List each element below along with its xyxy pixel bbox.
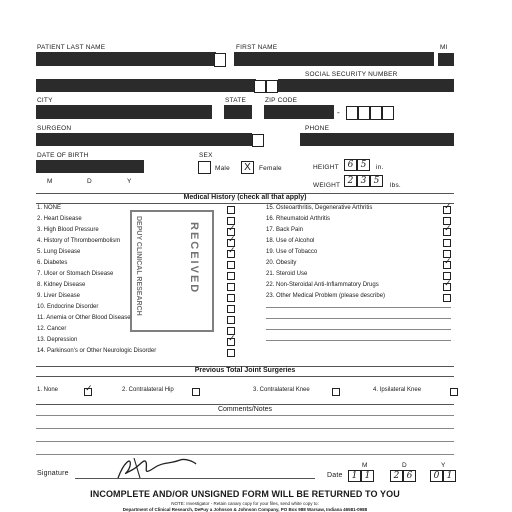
left-item-label: 2. Heart Disease [37, 216, 82, 222]
weight-digit-1[interactable]: 2 [344, 175, 357, 187]
first-name-field[interactable] [234, 52, 434, 66]
female-checkbox[interactable]: X [241, 161, 254, 174]
left-item-label: 12. Cancer [37, 326, 67, 332]
signature-scribble [110, 452, 200, 482]
height-label: HEIGHT [313, 164, 339, 171]
right-item-label: 16. Rheumatoid Arthritis [266, 216, 331, 222]
other-line-4 [266, 340, 451, 341]
address-box-2 [266, 80, 278, 93]
left-item-checkbox[interactable] [227, 349, 235, 357]
stamp-text-2: RECEIVED [188, 222, 200, 295]
state-field[interactable] [224, 105, 252, 119]
dob-d-label: D [87, 178, 92, 185]
dob-field[interactable] [36, 160, 144, 173]
female-label: Female [259, 165, 282, 172]
right-item-label: 22. Non-Steroidal Anti-Inflammatory Drugs [266, 282, 379, 288]
surgery-item-checkbox[interactable] [192, 388, 200, 396]
date-digit-6[interactable]: 1 [443, 470, 456, 482]
right-item-label: 20. Obesity [266, 260, 297, 266]
left-item-label: 8. Kidney Disease [37, 282, 86, 288]
comments-line-2[interactable] [36, 428, 454, 429]
patient-last-name-label: PATIENT LAST NAME [37, 44, 106, 51]
surgery-item-label: 4. Ipsilateral Knee [373, 387, 422, 393]
date-d-label: D [402, 462, 407, 469]
right-item-label: 19. Use of Tobacco [266, 249, 318, 255]
date-digit-5[interactable]: 0 [430, 470, 443, 482]
address-box-1 [254, 80, 266, 93]
left-item-label: 10. Endocrine Disorder [37, 304, 99, 310]
weight-digit-3[interactable]: 5 [370, 175, 383, 187]
date-digit-3[interactable]: 2 [390, 470, 403, 482]
right-item-label: 23. Other Medical Problem (please describe) [266, 293, 386, 299]
right-checkmark-icon: ✓ [444, 201, 452, 211]
right-item-label: 21. Steroid Use [266, 271, 308, 277]
date-digit-4[interactable]: 6 [403, 470, 416, 482]
date-m-label: M [362, 462, 368, 469]
right-item-checkbox[interactable] [443, 294, 451, 302]
left-item-checkbox[interactable] [227, 283, 235, 291]
other-line-3 [266, 329, 451, 330]
footer-note-2: Department of Clinical Research, DePuy a Johnson & Johnson Company, PO Box 988 Warsaw, Indiana 46581-0988 [122, 507, 368, 512]
male-label: Male [215, 165, 230, 172]
left-checkmark-icon: ✓ [228, 333, 236, 343]
left-item-checkbox[interactable] [227, 305, 235, 313]
left-checkmark-icon: ✓ [228, 234, 236, 244]
stamp-text-1: DEPUY CLINICAL RESEARCH [135, 216, 142, 316]
received-stamp [130, 210, 214, 332]
phone-field[interactable] [300, 133, 454, 146]
left-item-label: 5. Lung Disease [37, 249, 81, 255]
footer-warning: INCOMPLETE AND/OR UNSIGNED FORM WILL BE RETURNED TO YOU [90, 489, 400, 499]
phone-label: PHONE [305, 125, 330, 132]
height-unit: in. [376, 164, 384, 171]
height-digit-1[interactable]: 6 [344, 159, 357, 171]
dob-y-label: Y [127, 178, 132, 185]
left-item-label: 14. Parkinson's or Other Neurologic Disorder [37, 348, 157, 354]
comments-title: Comments/Notes [217, 406, 273, 413]
left-item-label: 4. History of Thromboembolism [37, 238, 121, 244]
address-field[interactable] [36, 79, 256, 92]
dob-m-label: M [47, 178, 53, 185]
divider-comments [36, 404, 454, 405]
zip-box-2[interactable] [358, 106, 370, 120]
ssn-field[interactable] [300, 79, 454, 92]
left-checkmark-icon: ✓ [228, 245, 236, 255]
dob-label: DATE OF BIRTH [37, 152, 89, 159]
left-item-label: 13. Depression [37, 337, 78, 343]
date-label: Date [327, 472, 343, 479]
city-field[interactable] [36, 105, 212, 119]
patient-last-name-field[interactable] [36, 52, 216, 66]
other-line-2 [266, 318, 451, 319]
date-digit-1[interactable]: 1 [348, 470, 361, 482]
weight-unit: lbs. [390, 182, 401, 189]
left-item-label: 9. Liver Disease [37, 293, 81, 299]
sex-label: SEX [199, 152, 213, 159]
left-item-label: 3. High Blood Pressure [37, 227, 99, 233]
first-name-label: FIRST NAME [236, 44, 278, 51]
zip-label: ZIP CODE [265, 97, 298, 104]
right-item-label: 17. Back Pain [266, 227, 304, 233]
right-checkmark-icon: ✓ [444, 278, 452, 288]
right-item-label: 15. Osteoarthritis, Degenerative Arthritis [266, 205, 373, 211]
left-item-checkbox[interactable] [227, 316, 235, 324]
right-item-label: 18. Use of Alcohol [266, 238, 315, 244]
address-field-2[interactable] [278, 79, 302, 92]
divider-surgeries-bottom [36, 376, 454, 377]
left-item-checkbox[interactable] [227, 294, 235, 302]
signature-label: Signature [37, 470, 69, 477]
left-item-label: 11. Anemia or Other Blood Disease [37, 315, 131, 321]
surgery-item-label: 3. Contralateral Knee [253, 387, 310, 393]
surgery-item-checkbox[interactable] [332, 388, 340, 396]
left-checkmark-icon: ✓ [228, 223, 236, 233]
divider-medical-bottom [36, 203, 454, 204]
left-item-label: 6. Diabetes [37, 260, 68, 266]
mi-field[interactable] [438, 53, 454, 66]
surgery-item-label: 1. None [37, 387, 59, 393]
weight-label: WEIGHT [313, 182, 341, 189]
zip-box-4[interactable] [382, 106, 394, 120]
left-item-label: 1. NONE [37, 205, 62, 211]
surgeon-box [252, 134, 264, 147]
right-item-checkbox[interactable] [443, 239, 451, 247]
weight-digit-2[interactable]: 3 [357, 175, 370, 187]
zip-box-1[interactable] [346, 106, 358, 120]
left-item-checkbox[interactable] [227, 261, 235, 269]
ssn-label: SOCIAL SECURITY NUMBER [305, 71, 398, 78]
right-checkmark-icon: ✓ [444, 256, 452, 266]
comments-line-3[interactable] [36, 441, 454, 442]
mi-label: MI [440, 44, 448, 51]
state-label: STATE [225, 97, 246, 104]
left-item-checkbox[interactable] [227, 206, 235, 214]
zip-box-3[interactable] [370, 106, 382, 120]
city-label: CITY [37, 97, 53, 104]
zip-field[interactable] [264, 105, 334, 119]
footer-note-1: NOTE: Investigator - Retain canary copy for your files, send white copy to: [171, 501, 319, 506]
male-checkbox[interactable] [198, 161, 211, 174]
surgeries-title: Previous Total Joint Surgeries [194, 367, 296, 374]
name-box [214, 53, 226, 67]
date-y-label: Y [441, 462, 446, 469]
other-line-1 [266, 307, 451, 308]
zip-dash: - [337, 108, 340, 117]
date-digit-2[interactable]: 1 [361, 470, 374, 482]
comments-line-4[interactable] [36, 454, 454, 455]
left-item-label: 7. Ulcer or Stomach Disease [37, 271, 114, 277]
surgery-item-checkbox[interactable] [450, 388, 458, 396]
surgeon-field[interactable] [36, 133, 252, 146]
left-item-checkbox[interactable] [227, 272, 235, 280]
comments-line-1[interactable] [36, 415, 454, 416]
right-checkmark-icon: ✓ [444, 223, 452, 233]
surgeon-label: SURGEON [37, 125, 72, 132]
height-digit-2[interactable]: 5 [357, 159, 370, 171]
surgery-checkmark-icon: ✓ [85, 383, 93, 393]
surgery-item-label: 2. Contralateral Hip [122, 387, 174, 393]
medical-history-title: Medical History (check all that apply) [183, 194, 307, 201]
